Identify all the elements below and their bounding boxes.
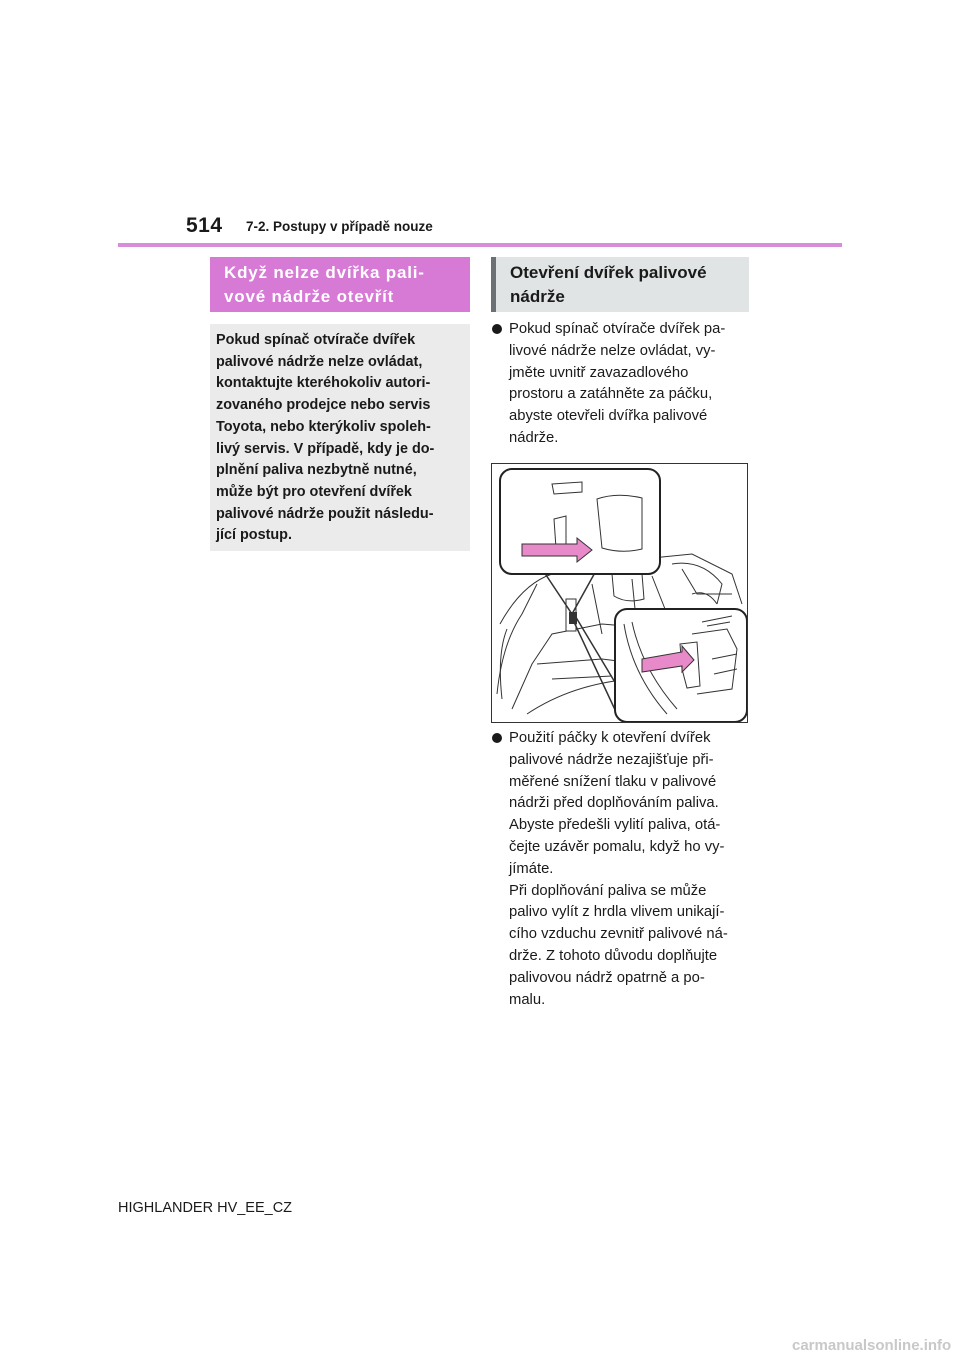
note-line: jící postup. xyxy=(216,527,292,544)
note-line: livý servis. V případě, kdy je do- xyxy=(216,440,435,457)
note-line: Pokud spínač otvírače dvířek xyxy=(216,332,416,348)
bullet-line: měřené snížení tlaku v palivové xyxy=(509,773,717,790)
bullet-line: drže. Z tohoto důvodu doplňujte xyxy=(509,947,718,964)
section-title: 7-2. Postupy v případě nouze xyxy=(246,219,433,234)
bullet-line: palivovou nádrž opatrně a po- xyxy=(509,969,705,986)
bullet-fuel-caution xyxy=(490,728,755,1011)
bullet-dot-icon xyxy=(492,733,502,743)
header-rule xyxy=(118,243,842,247)
bullet-line: Pokud spínač otvírače dvířek pa- xyxy=(509,321,726,337)
bullet-line: livové nádrže nelze ovládat, vy- xyxy=(509,342,716,359)
bullet-line: čejte uzávěr pomalu, když ho vy- xyxy=(509,838,725,855)
bullet-line: prostoru a zatáhněte za páčku, xyxy=(509,386,713,403)
right-heading-line: nádrže xyxy=(510,287,565,306)
note-line: plnění paliva nezbytně nutné, xyxy=(216,462,417,479)
bullet-line: nádrže. xyxy=(509,429,559,446)
bullet-line: Abyste předešli vylití paliva, otá- xyxy=(509,817,721,834)
fuel-door-lever-illustration xyxy=(491,463,748,723)
bullet-line: cího vzduchu zevnitř palivové ná- xyxy=(509,926,728,943)
note-line: může být pro otevření dvířek xyxy=(216,483,412,500)
note-box xyxy=(210,324,470,551)
bullet-line: jímáte. xyxy=(509,860,554,877)
footer-model: HIGHLANDER HV_EE_CZ xyxy=(118,1200,293,1216)
left-heading xyxy=(210,257,470,312)
page-number: 514 xyxy=(186,214,223,237)
bullet-line: Použití páčky k otevření dvířek xyxy=(509,730,711,746)
bullet-open-lever xyxy=(490,319,755,450)
note-line: kontaktujte kteréhokoliv autori- xyxy=(216,375,431,392)
bullet-line: abyste otevřeli dvířka palivové xyxy=(509,408,708,425)
left-heading-line: vové nádrže otevřít xyxy=(224,287,395,306)
bullet-line: palivo vylít z hrdla vlivem unikají- xyxy=(509,904,725,921)
right-heading xyxy=(491,257,749,312)
illustration-svg xyxy=(492,464,747,722)
note-line: Toyota, nebo kterýkoliv spoleh- xyxy=(216,418,431,435)
bullet-line: jměte uvnitř zavazadlového xyxy=(509,364,689,381)
note-line: zovaného prodejce nebo servis xyxy=(216,397,431,414)
bullet-dot-icon xyxy=(492,324,502,334)
bullet-line: nádrži před doplňováním paliva. xyxy=(509,795,719,812)
left-heading-line: Když nelze dvířka pali- xyxy=(224,263,425,282)
bullet-line: palivové nádrže nezajišťuje při- xyxy=(509,751,714,768)
note-line: palivové nádrže nelze ovládat, xyxy=(216,353,423,370)
right-heading-line: Otevření dvířek palivové xyxy=(510,263,707,282)
bullet-line: Při doplňování paliva se může xyxy=(509,882,707,899)
bullet-line: malu. xyxy=(509,991,546,1008)
note-line: palivové nádrže použit následu- xyxy=(216,505,434,522)
watermark: carmanualsonline.info xyxy=(792,1337,952,1354)
